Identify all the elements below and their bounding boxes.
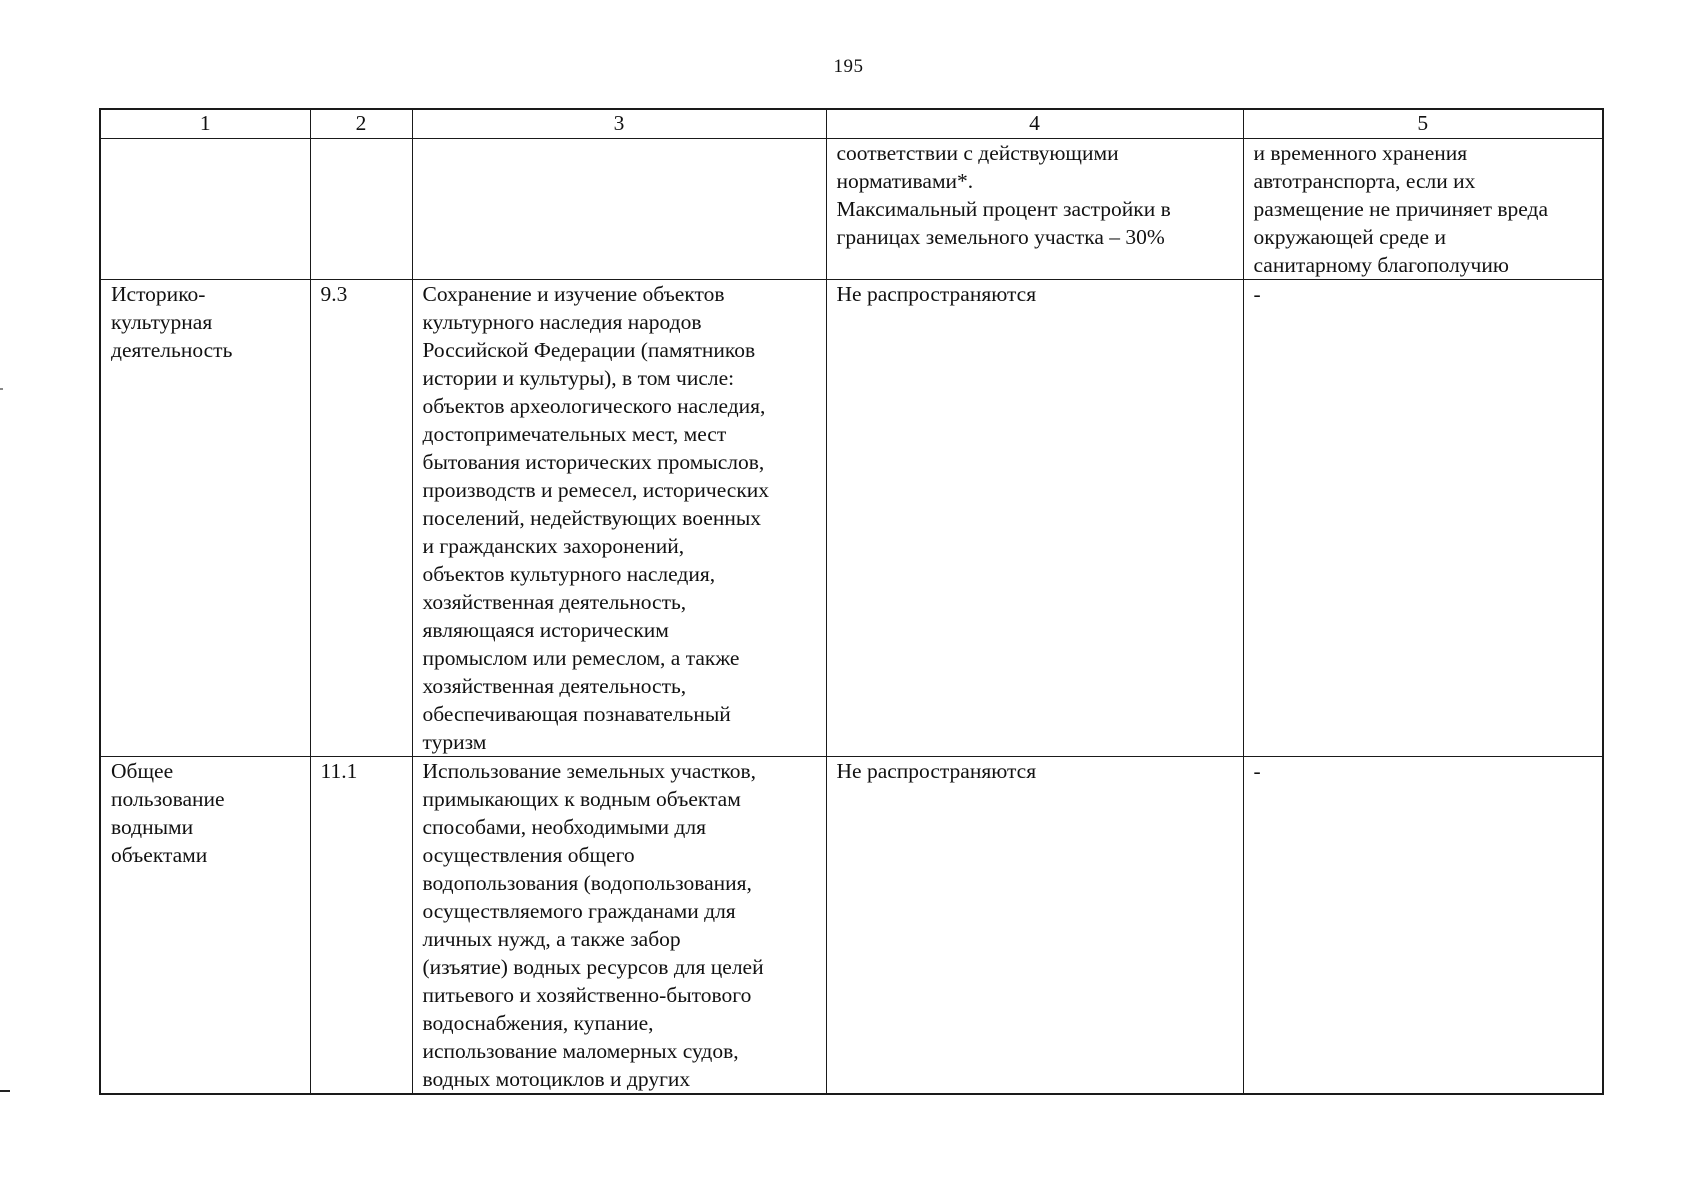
cell-name: Общее пользование водными объектами [100,757,310,1095]
header-col-4: 4 [826,109,1243,139]
table-header-row [100,109,1603,139]
cell-description: Сохранение и изучение объектов культурного наследия народов Российской Федерации (памятников истории и культуры), в том числе: объектов археологического наследия, достопримечательных мест, мест бытования исторических промыслов, производств и ремесел, исторических поселений, недействующих военных и гражданских захоронений, объектов культурного наследия, хозяйственная деятельность, являющаяся историческим промыслом или ремеслом, а также хозяйственная деятельность, обеспечивающая познавательный туризм [412,280,826,757]
table-row [100,757,1603,1095]
header-col-2: 2 [310,109,412,139]
scan-mark [0,388,3,390]
cell-params: Не распространяются [826,757,1243,1095]
margin-tick-mark [0,1090,10,1092]
cell-conditions: и временного хранения автотранспорта, если их размещение не причиняет вреда окружающей среде и санитарному благополучию [1243,139,1603,280]
header-col-1: 1 [100,109,310,139]
table-row [100,280,1603,757]
cell-conditions: - [1243,757,1603,1095]
cell-description [412,139,826,280]
cell-name: Историко- культурная деятельность [100,280,310,757]
header-col-3: 3 [412,109,826,139]
cell-name [100,139,310,280]
header-col-5: 5 [1243,109,1603,139]
cell-code [310,139,412,280]
cell-description: Использование земельных участков, примыкающих к водным объектам способами, необходимыми для осуществления общего водопользования (водопользования, осуществляемого гражданами для личных нужд, а также забор (изъятие) водных ресурсов для целей питьевого и хозяйственно-бытового водоснабжения, купание, использование маломерных судов, водных мотоциклов и других [412,757,826,1095]
cell-code: 9.3 [310,280,412,757]
cell-params: Не распространяются [826,280,1243,757]
cell-params: соответствии с действующими нормативами*. Максимальный процент застройки в границах земельного участка – 30% [826,139,1243,280]
zoning-table [99,108,1604,1095]
cell-conditions: - [1243,280,1603,757]
cell-code: 11.1 [310,757,412,1095]
page-number: 195 [833,56,864,77]
table-row-continuation [100,139,1603,280]
